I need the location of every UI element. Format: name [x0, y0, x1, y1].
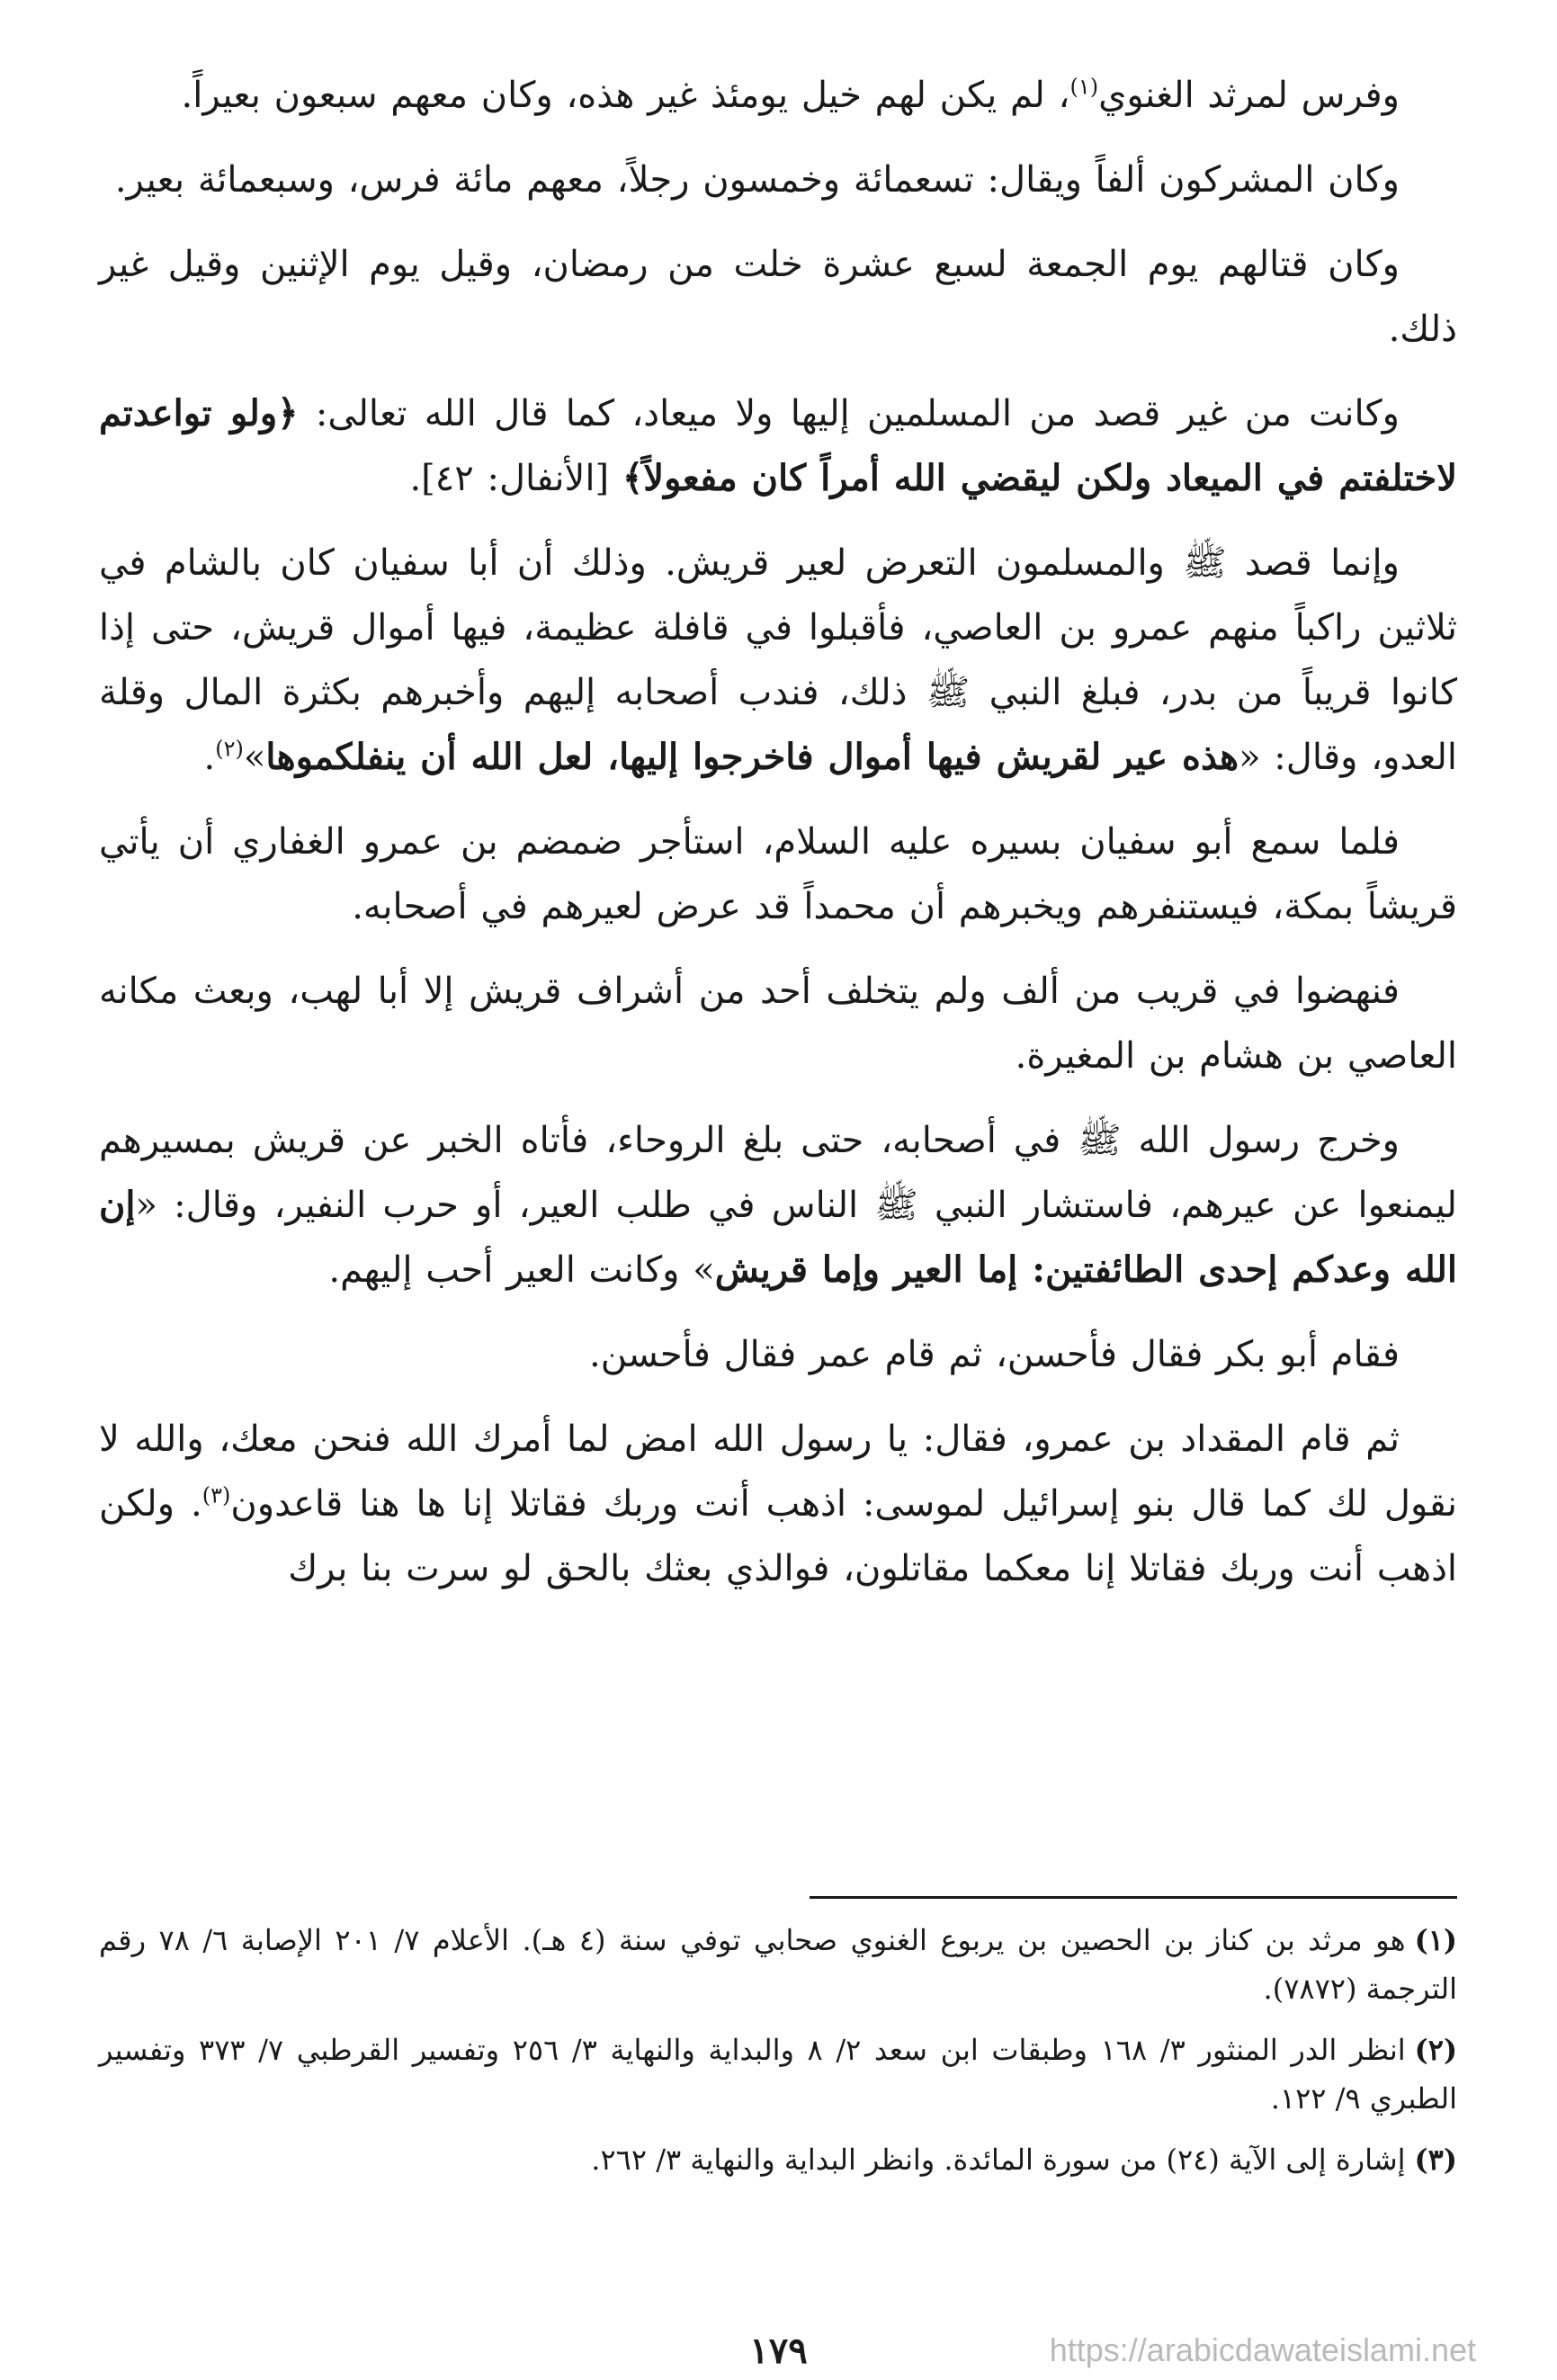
text-run: فقام أبو بكر فقال فأحسن، ثم قام عمر فقال فأحسن. [588, 1334, 1400, 1375]
text-run: ، لم يكن لهم خيل يومئذ غير هذه، وكان معهم سبعون بعيراً. [181, 75, 1070, 116]
text-run: ثم قام المقداد بن عمرو، فقال: يا رسول الله امض لما أمرك الله فنحن معك، والله لا نقول لك كما قال بنو إسرائيل لموسى: اذهب أنت وربك فقاتلا إنا ها هنا قاعدون [99, 1418, 1457, 1525]
text-run: فنهضوا في قريب من ألف ولم يتخلف أحد من أشراف قريش إلا أبا لهب، وبعث مكانه العاصي بن هشام بن المغيرة. [99, 971, 1457, 1077]
page-number: ١٧٩ [749, 2330, 808, 2372]
paragraph-3 [99, 232, 1457, 362]
text-run: [الأنفال: ٤٢]. [409, 458, 622, 499]
hadith-quote: إن الله وعدكم إحدى الطائفتين: إما العير وإما قريش [99, 1184, 1457, 1291]
text-run: وكانت من غير قصد من المسلمين إليها ولا ميعاد، كما قال الله تعالى: [298, 393, 1400, 434]
paragraph-10 [99, 1407, 1457, 1601]
quran-quote: ﴿ولو تواعدتم لاختلفتم في الميعاد ولكن ليقضي الله أمراً كان مفعولاً﴾ [99, 392, 1457, 499]
footnote-text: هو مرثد بن كناز بن الحصين بن يربوع الغنوي صحابي توفي سنة (٤ هـ). الأعلام ٧/ ٢٠١ الإصابة ٦/ ٧٨ رقم الترجمة (٧٨٧٢). [99, 1923, 1457, 2006]
text-run: » وكانت العير أحب إليهم. [328, 1249, 715, 1291]
footnote-3 [99, 2135, 1457, 2184]
footnote-number: (٣) [1414, 2143, 1457, 2177]
footnotes [99, 1916, 1457, 2197]
paragraph-5 [99, 531, 1457, 790]
paragraph-1 [99, 63, 1457, 128]
paragraph-4 [99, 381, 1457, 511]
footnote-2 [99, 2026, 1457, 2123]
footnote-ref-1[interactable]: (١) [1069, 74, 1099, 100]
text-run: وإنما قصد ﷺ والمسلمون التعرض لعير قريش. وذلك أن أبا سفيان كان بالشام في ثلاثين راكباً منهم عمرو بن العاصي، فأقبلوا في قافلة عظيمة، فيها أموال قريش، حتى إذا كانوا قريباً من بدر، فبلغ النبي ﷺ ذلك، فندب أصحابه إليهم وأخبرهم بكثرة المال وقلة العدو، وقال: « [99, 542, 1457, 778]
footnote-text: انظر الدر المنثور ٣/ ١٦٨ وطبقات ابن سعد ٢/ ٨ والبداية والنهاية ٣/ ٢٥٦ وتفسير القرطبي ٧/ ٣٧٣ وتفسير الطبري ٩/ ١٢٢. [99, 2033, 1457, 2116]
footnote-1 [99, 1916, 1457, 2013]
footnote-number: (٢) [1414, 2033, 1458, 2067]
paragraph-8 [99, 1108, 1457, 1302]
text-run: . ولكن اذهب أنت وربك فقاتلا إنا معكما مقاتلون، فوالذي بعثك بالحق لو سرت بنا برك [99, 1483, 1457, 1589]
footnote-divider [810, 1896, 1457, 1899]
text-run: وكان قتالهم يوم الجمعة لسبع عشرة خلت من رمضان، وقيل يوم الإثنين وقيل غير ذلك. [99, 244, 1457, 350]
footnote-number: (١) [1414, 1923, 1458, 1957]
footnote-text: إشارة إلى الآية (٢٤) من سورة المائدة. وانظر البداية والنهاية ٣/ ٢٦٢. [591, 2143, 1406, 2177]
footnote-ref-3[interactable]: (٣) [201, 1482, 231, 1508]
footnote-ref-2[interactable]: (٢) [215, 736, 244, 762]
paragraph-2 [99, 148, 1457, 212]
paragraph-9 [99, 1322, 1457, 1387]
text-run: . [203, 737, 216, 778]
watermark-url: https://arabicdawateislami.net [1049, 2331, 1476, 2368]
text-run: وكان المشركون ألفاً ويقال: تسعمائة وخمسون رجلاً، معهم مائة فرس، وسبعمائة بعير. [114, 159, 1400, 201]
text-run: وخرج رسول الله ﷺ في أصحابه، حتى بلغ الروحاء، فأتاه الخبر عن قريش بمسيرهم ليمنعوا عن عيرهم، فاستشار النبي ﷺ الناس في طلب العير، أو حرب النفير، وقال: « [99, 1120, 1457, 1226]
text-run: » [243, 737, 266, 778]
hadith-quote: هذه عير لقريش فيها أموال فاخرجوا إليها، لعل الله أن ينفلكموها [265, 736, 1239, 778]
paragraph-6 [99, 810, 1457, 939]
main-text [99, 63, 1457, 1621]
text-run: وفرس لمرثد الغنوي [1098, 75, 1400, 116]
paragraph-7 [99, 959, 1457, 1088]
text-run: فلما سمع أبو سفيان بسيره عليه السلام، استأجر ضمضم بن عمرو الغفاري أن يأتي قريشاً بمكة، فيستنفرهم ويخبرهم أن محمداً قد عرض لعيرهم في أصحابه. [99, 821, 1457, 927]
